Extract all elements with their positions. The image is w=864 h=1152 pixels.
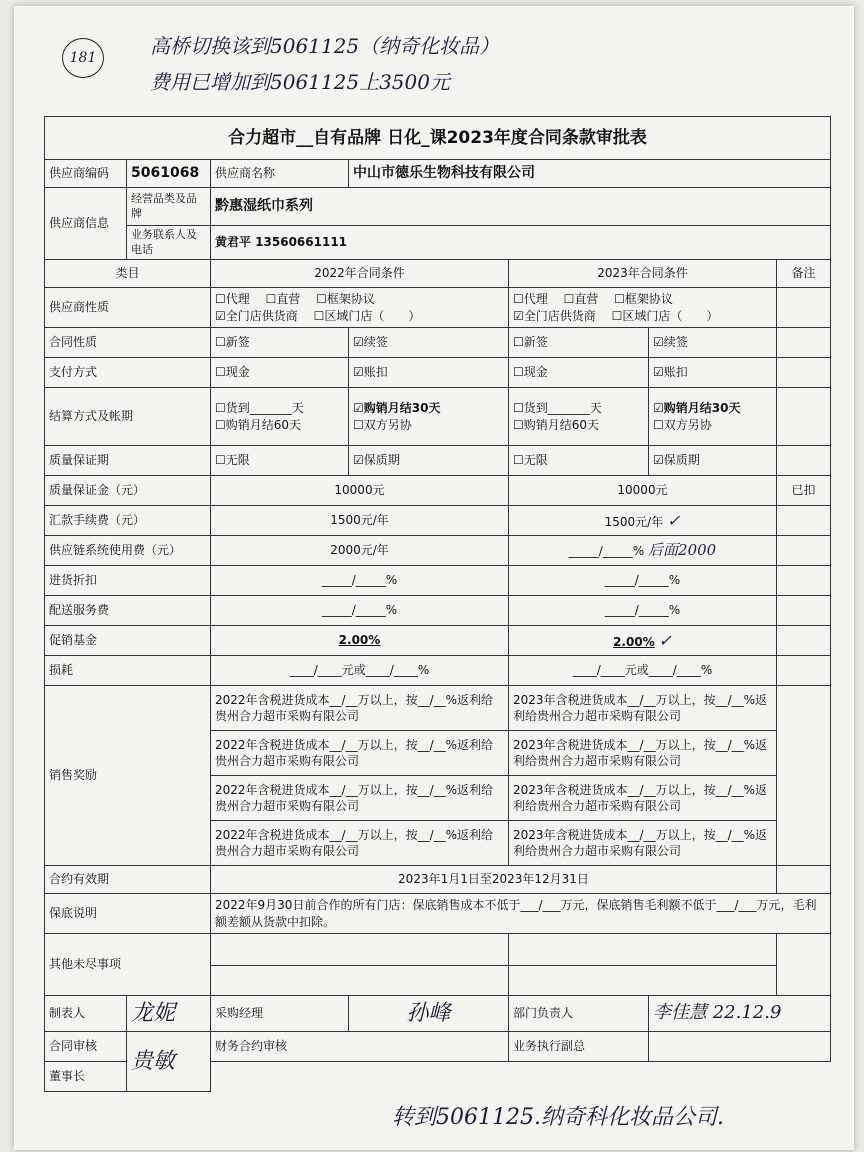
handwritten-check-promo: ✓ <box>658 630 672 650</box>
nature-2022-line2: ☑全门店供货商 ☐区域门店（ ） <box>215 308 421 323</box>
other-2022-a <box>211 934 509 966</box>
other-2023-b <box>509 966 777 996</box>
contract-remark <box>777 328 831 358</box>
supplier-name: 中山市德乐生物科技有限公司 <box>349 160 831 188</box>
reward-2022-tier1: 2022年含税进货成本__/__万以上，按__/__%返利给贵州合力超市采购有限公司 <box>211 686 509 731</box>
review-signature: 贵敏 <box>127 1032 211 1092</box>
nature-2022-line1: ☐代理 ☐直营 ☐框架协议 <box>215 292 375 307</box>
other-remark <box>777 934 831 996</box>
category-value: 黔惠湿纸巾系列 <box>211 188 831 226</box>
header-remark: 备注 <box>777 260 831 288</box>
loss-2023: ____/____元或____/____% <box>509 656 777 686</box>
handwritten-bottom-note: 转到5061125.纳奇科化妆品公司. <box>392 1105 724 1130</box>
loss-2022: ____/____元或____/____% <box>211 656 509 686</box>
header-2022: 2022年合同条件 <box>211 260 509 288</box>
contract-approval-form <box>44 116 831 1092</box>
dept-head-label: 部门负责人 <box>509 996 649 1032</box>
handwritten-check-remit: ✓ <box>667 510 681 530</box>
payment-2022-cash: ☐现金 <box>211 358 349 388</box>
reward-2023-tier4: 2023年含税进货成本__/__万以上，按__/__%返利给贵州合力超市采购有限公司 <box>509 821 777 866</box>
purchase-discount-label: 进货折扣 <box>45 566 211 596</box>
purchase-discount-2023: _____/_____% <box>509 566 777 596</box>
review-label: 合同审核 <box>45 1032 127 1062</box>
remit-label: 汇款手续费（元） <box>45 506 211 536</box>
reward-2022-tier2: 2022年含税进货成本__/__万以上，按__/__%返利给贵州合力超市采购有限公司 <box>211 731 509 776</box>
purchase-mgr-label: 采购经理 <box>211 996 349 1032</box>
remit-2022: 1500元/年 <box>211 506 509 536</box>
delivery-2022: _____/_____% <box>211 596 509 626</box>
promo-label: 促销基金 <box>45 626 211 656</box>
settle-2022-left <box>211 388 349 446</box>
settle-2023-right <box>649 388 777 446</box>
nature-label: 供应商性质 <box>45 288 211 328</box>
supply-chain-label: 供应链系统使用费（元） <box>45 536 211 566</box>
maker-signature: 龙妮 <box>127 996 211 1032</box>
contract-2022-renew: ☑续签 <box>349 328 509 358</box>
validity-remark <box>777 866 831 894</box>
handwritten-note-line1: 高桥切换该到5061125（纳奇化妆品） <box>150 34 500 58</box>
reward-2023-tier3: 2023年含税进货成本__/__万以上，按__/__%返利给贵州合力超市采购有限公司 <box>509 776 777 821</box>
settle-2022-other: ☐双方另协 <box>353 417 412 432</box>
settle-2022-arrival: ☐货到_______天 <box>215 401 304 416</box>
reward-2023-tier1: 2023年含税进货成本__/__万以上，按__/__%返利给贵州合力超市采购有限公司 <box>509 686 777 731</box>
supplier-code-label: 供应商编码 <box>45 160 127 188</box>
promo-remark <box>777 626 831 656</box>
promo-2023-cell <box>509 626 777 656</box>
supplier-name-label: 供应商名称 <box>211 160 349 188</box>
supply-chain-2023-cell <box>509 536 777 566</box>
vp-signature <box>649 1032 831 1062</box>
contract-label: 合同性质 <box>45 328 211 358</box>
nature-2023 <box>509 288 777 328</box>
promo-2023: 2.00% <box>613 634 655 649</box>
remit-2023-cell <box>509 506 777 536</box>
vp-label: 业务执行副总 <box>509 1032 649 1062</box>
quality-deposit-2022: 10000元 <box>211 476 509 506</box>
payment-2023-cash: ☐现金 <box>509 358 649 388</box>
contract-2022-new: ☐新签 <box>211 328 349 358</box>
sales-reward-remark <box>777 686 831 866</box>
reward-2023-tier2: 2023年含税进货成本__/__万以上，按__/__%返利给贵州合力超市采购有限公司 <box>509 731 777 776</box>
validity-value: 2023年1月1日至2023年12月31日 <box>211 866 777 894</box>
payment-label: 支付方式 <box>45 358 211 388</box>
promo-2022: 2.00% <box>211 626 509 656</box>
contact-value: 黄君平 13560661111 <box>211 226 831 260</box>
supplier-info-label: 供应商信息 <box>45 188 127 260</box>
delivery-remark <box>777 596 831 626</box>
validity-label: 合约有效期 <box>45 866 211 894</box>
category-label: 经营品类及品牌 <box>127 188 211 226</box>
delivery-label: 配送服务费 <box>45 596 211 626</box>
dept-head-signature: 李佳慧 22.12.9 <box>649 996 831 1032</box>
other-label: 其他未尽事项 <box>45 934 211 996</box>
handwritten-circle-number: 181 <box>62 38 104 78</box>
quality-period-remark <box>777 446 831 476</box>
payment-remark <box>777 358 831 388</box>
loss-remark <box>777 656 831 686</box>
other-2022-b <box>211 966 509 996</box>
supply-chain-2023: _____/_____% <box>568 544 645 559</box>
settle-2023-30: ☑购销月结30天 <box>653 401 741 416</box>
reward-2022-tier4: 2022年含税进货成本__/__万以上，按__/__%返利给贵州合力超市采购有限公司 <box>211 821 509 866</box>
contact-label: 业务联系人及电话 <box>127 226 211 260</box>
handwritten-supply-chain-note: 后面2000 <box>648 541 717 560</box>
quality-deposit-label: 质量保证金（元） <box>45 476 211 506</box>
supplier-code: 5061068 <box>127 160 211 188</box>
other-2023-a <box>509 934 777 966</box>
header-item: 类目 <box>45 260 211 288</box>
quality-deposit-remark: 已扣 <box>777 476 831 506</box>
finance-label: 财务合约审核 <box>211 1032 509 1062</box>
quality-deposit-2023: 10000元 <box>509 476 777 506</box>
purchase-discount-2022: _____/_____% <box>211 566 509 596</box>
contract-2023-renew: ☑续签 <box>649 328 777 358</box>
nature-2023-line1: ☐代理 ☐直营 ☐框架协议 <box>513 292 673 307</box>
header-2023: 2023年合同条件 <box>509 260 777 288</box>
quality-2023-period: ☑保质期 <box>649 446 777 476</box>
contract-2023-new: ☐新签 <box>509 328 649 358</box>
settle-2022-right <box>349 388 509 446</box>
settle-2023-other: ☐双方另协 <box>653 417 712 432</box>
delivery-2023: _____/_____% <box>509 596 777 626</box>
maker-label: 制表人 <box>45 996 127 1032</box>
handwritten-note-line2: 费用已增加到5061125上3500元 <box>150 70 450 94</box>
supply-chain-2022: 2000元/年 <box>211 536 509 566</box>
nature-remark <box>777 288 831 328</box>
settle-label: 结算方式及帐期 <box>45 388 211 446</box>
chairman-blank <box>211 1062 831 1092</box>
settle-2023-arrival: ☐货到_______天 <box>513 401 602 416</box>
remit-2023: 1500元/年 <box>604 514 664 529</box>
settle-2023-60: ☐购销月结60天 <box>513 417 600 432</box>
guarantee-label: 保底说明 <box>45 894 211 934</box>
quality-2023-unlimited: ☐无限 <box>509 446 649 476</box>
settle-remark <box>777 388 831 446</box>
sales-reward-label: 销售奖励 <box>45 686 211 866</box>
quality-period-label: 质量保证期 <box>45 446 211 476</box>
remit-remark <box>777 506 831 536</box>
form-title: 合力超市__自有品牌 日化_课2023年度合同条款审批表 <box>45 117 831 160</box>
payment-2022-deduct: ☑账扣 <box>349 358 509 388</box>
settle-2022-60: ☐购销月结60天 <box>215 417 302 432</box>
supply-chain-remark <box>777 536 831 566</box>
nature-2023-line2: ☑全门店供货商 ☐区域门店（ ） <box>513 308 719 323</box>
loss-label: 损耗 <box>45 656 211 686</box>
payment-2023-deduct: ☑账扣 <box>649 358 777 388</box>
chairman-label: 董事长 <box>45 1062 127 1092</box>
reward-2022-tier3: 2022年含税进货成本__/__万以上，按__/__%返利给贵州合力超市采购有限公司 <box>211 776 509 821</box>
settle-2022-30: ☑购销月结30天 <box>353 401 441 416</box>
quality-2022-unlimited: ☐无限 <box>211 446 349 476</box>
purchase-mgr-signature: 孙峰 <box>349 996 509 1032</box>
nature-2022 <box>211 288 509 328</box>
settle-2023-left <box>509 388 649 446</box>
purchase-discount-remark <box>777 566 831 596</box>
quality-2022-period: ☑保质期 <box>349 446 509 476</box>
guarantee-value: 2022年9月30日前合作的所有门店：保底销售成本不低于___/___万元，保底销售毛利额不低于___/___万元，毛利额差额从货款中扣除。 <box>211 894 831 934</box>
